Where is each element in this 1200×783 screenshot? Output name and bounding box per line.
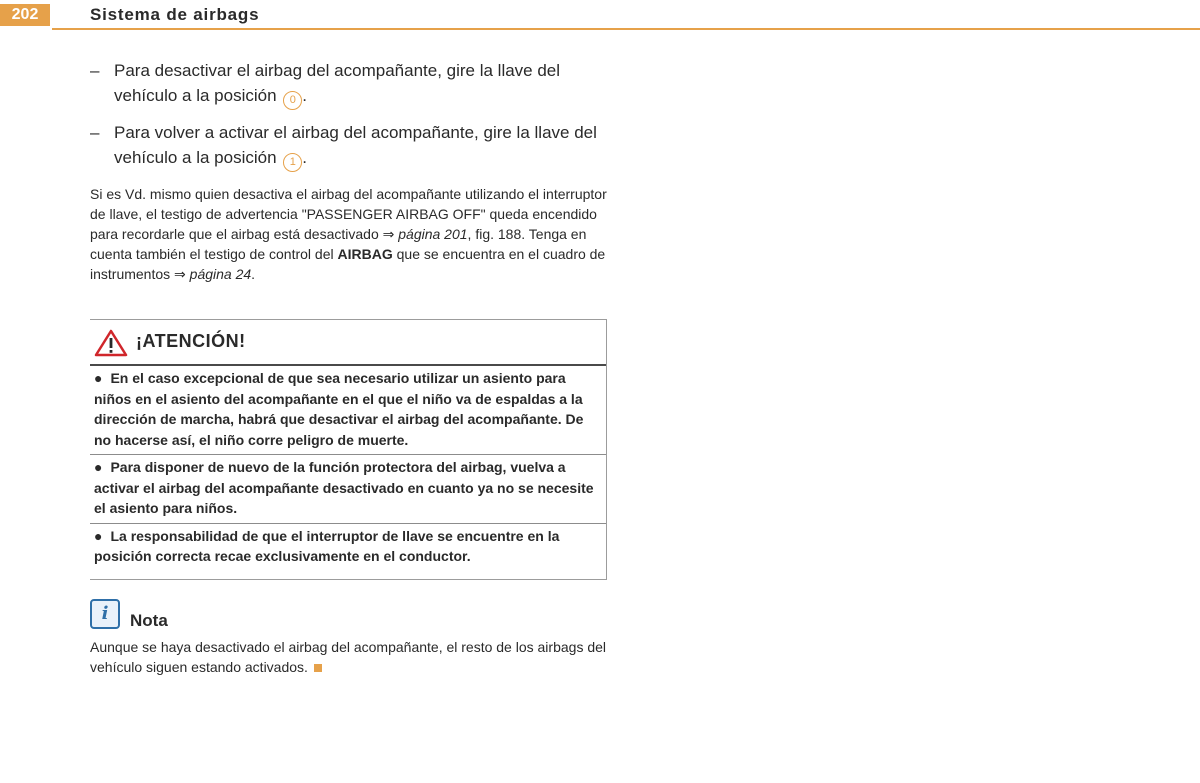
paragraph-text: .: [251, 266, 256, 282]
key-position-symbol: 1: [283, 153, 302, 172]
instruction-text: Para desactivar el airbag del acompañante, gire la llave del vehículo a la posición: [114, 61, 561, 105]
airbag-label: AIRBAG: [337, 246, 393, 262]
page-reference-link[interactable]: página 201: [398, 226, 468, 242]
warning-item: [90, 455, 606, 523]
instruction-item: – Para volver a activar el airbag del acompañante, gire la llave del vehículo a la posición 1 .: [90, 120, 610, 172]
warning-item-text: Para disponer de nuevo de la función protectora del airbag, vuelva a activar el airbag del acompañante desactivado en cuanto ya no se necesite el asiento para niños.: [94, 459, 594, 516]
note-text: Aunque se haya desactivado el airbag del acompañante, el resto de los airbags del vehículo siguen estando activados.: [90, 639, 607, 675]
info-icon: i: [90, 599, 120, 629]
bullet: ●: [94, 527, 103, 544]
note-title: Nota: [130, 611, 168, 630]
instruction-item: – Para desactivar el airbag del acompañante, gire la llave del vehículo a la posición 0 .: [90, 58, 610, 110]
paragraph-text: que se encuentra en el cuadro de instrumentos ⇒: [90, 246, 606, 282]
warning-header: [90, 320, 606, 364]
header-rule: [52, 28, 1200, 30]
warning-item-text: En el caso excepcional de que sea necesario utilizar un asiento para niños en el asiento del acompañante en el que el niño va de espaldas a la dirección de marcha, habrá que desactivar el airbag del acompañante. De no hacerse así, el niño corre peligro de muerte.: [94, 370, 584, 448]
warning-item: [90, 366, 606, 454]
paragraph-text: Si es Vd. mismo quien desactiva el airbag del acompañante utilizando el interruptor de llave, el testigo de advertencia "PASSENGER AIRBAG OFF" queda encendido para recordarle que el airbag está desactivado ⇒: [90, 186, 607, 242]
page-reference-link[interactable]: página 24: [189, 266, 252, 282]
dash-bullet: –: [90, 123, 100, 142]
key-position-symbol: 0: [283, 91, 302, 110]
warning-triangle-icon: [94, 329, 128, 357]
instruction-text: Para volver a activar el airbag del acompañante, gire la llave del vehículo a la posición: [114, 123, 597, 167]
warning-title: ¡ATENCIÓN!: [136, 331, 246, 351]
dash-bullet: –: [90, 61, 100, 80]
section-title: Sistema de airbags: [90, 5, 260, 24]
warning-box: [90, 319, 607, 580]
main-column: [90, 58, 610, 284]
warning-item: [90, 524, 606, 571]
page-header: [0, 0, 1200, 30]
note-body: [90, 637, 610, 677]
bullet: ●: [94, 370, 103, 386]
warning-item-text: La responsabilidad de que el interruptor de llave se encuentre en la posición correcta recae exclusivamente en el conductor.: [94, 527, 560, 564]
page-number: 202: [0, 4, 50, 26]
paragraph-text: , fig. 188. Tenga en cuenta también el testigo de control del: [90, 226, 587, 262]
bullet: ●: [94, 459, 103, 475]
body-paragraph: [90, 184, 610, 284]
end-of-section-marker: [314, 664, 322, 672]
